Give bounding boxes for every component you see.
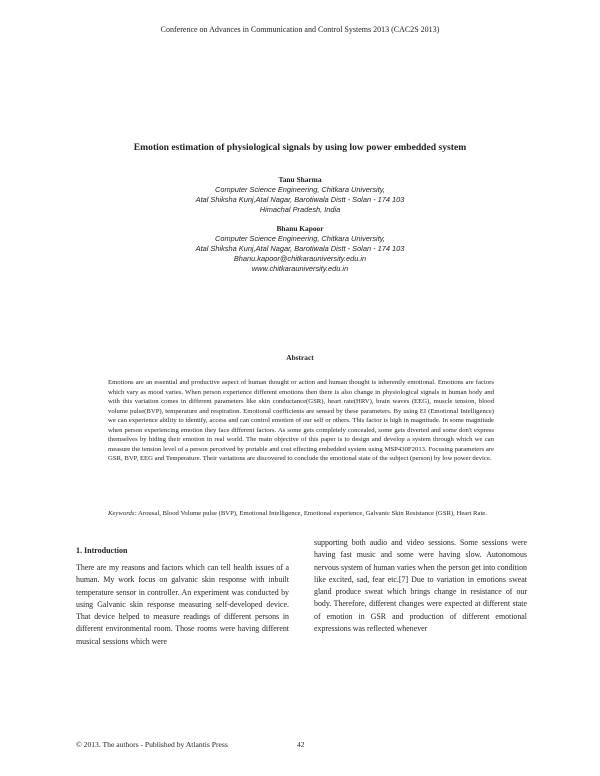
abstract-heading: Abstract (286, 353, 314, 362)
author-block-1 (100, 175, 500, 215)
paper-title: Emotion estimation of physiological signals by using low power embedded system (133, 142, 467, 153)
page-number: 42 (297, 740, 305, 749)
author-email: Bhanu.kapoor@chitkarauniversity.edu.in (233, 254, 367, 263)
section-heading: 1. Introduction (76, 546, 128, 555)
affiliation-line: Atal Shiksha Kunj,Atal Nagar, Barotiwala Distt - Solan - 174 103 (195, 195, 405, 204)
affiliation-line: Computer Science Engineering, Chitkara University, (215, 234, 385, 243)
keywords (108, 509, 494, 519)
author-name: Bhanu Kapoor (276, 224, 324, 233)
keywords-label: Keywords: (108, 510, 137, 517)
author-name: Tanu Sharma (278, 175, 322, 184)
body-column-left: There are my reasons and factors which can tell health issues of a human. My work focus on galvanic skin response with inbuilt temperature sensor in controller. An experiment was conducted by using Galvanic skin response measuring self-developed device. That device helped to measure readings of different persons in different environmental room. Those rooms were having different musical sessions which were (76, 563, 289, 646)
affiliation-line: Atal Shiksha Kunj,Atal Nagar, Barotiwala Distt - Solan - 174 103 (195, 244, 405, 253)
author-website: www.chitkarauniversity.edu.in (251, 264, 349, 273)
body-column-right: supporting both audio and video sessions. Some sessions were having fast music and some were having slow. Autonomous nervous system of human varies when the person get into condition like excited, sad, fear etc.[7] Due to variation in emotions sweat gland produce sweat which brings change in resistance of our body. Therefore, different changes were expected at different state of emotion in GSR and production of different emotional expressions was reflected whenever (314, 538, 528, 634)
footer-copyright: © 2013. The authors - Published by Atlantis Press (76, 740, 228, 749)
abstract-body: Emotions are an essential and productive aspect of human thought or action and human thought is inherently emotional. Emotions are factors which vary as mood varies. When person experience different emotions then there is also change in physiological signals in human body and with this variation comes in different parameters like skin conductance(GSR), heart rate(HRV), brain waves (EEG), muscle tension, blood volume pulse(BVP), temperature and respiration. Emotional coefficients are sensed by these parameters. By using EI (Emotional Intelligence) we can experience ability to identify, access and can control emotion of our self or others. This factor is high in magnitude. In some magnitude when person experiencing emotion they face different factors. As some gets completely concealed, some gets diverted and some don't express themselves by hiding their emotion in real world. The main objective of this paper is to design and develop a system through which we can measure the tension level of a person perceived by portable and cost effecting embedded system using MSP430F2013. Focusing parameters are GSR, BVP, EEG and Temperature. Their variations are discovered to conclude the emotional state of the subject (person) by low power device. (108, 379, 494, 462)
affiliation-line: Computer Science Engineering, Chitkara University, (215, 185, 385, 194)
author-block-2 (100, 224, 500, 274)
affiliation-line: Himachal Pradesh, India (259, 205, 341, 214)
running-head: Conference on Advances in Communication and Control Systems 2013 (CAC2S 2013) (160, 25, 440, 34)
keywords-text: Arousal, Blood Volume pulse (BVP), Emotional Intelligence, Emotional experience, Galvanic Skin Resistance (GSR), Heart Rate. (136, 510, 487, 517)
